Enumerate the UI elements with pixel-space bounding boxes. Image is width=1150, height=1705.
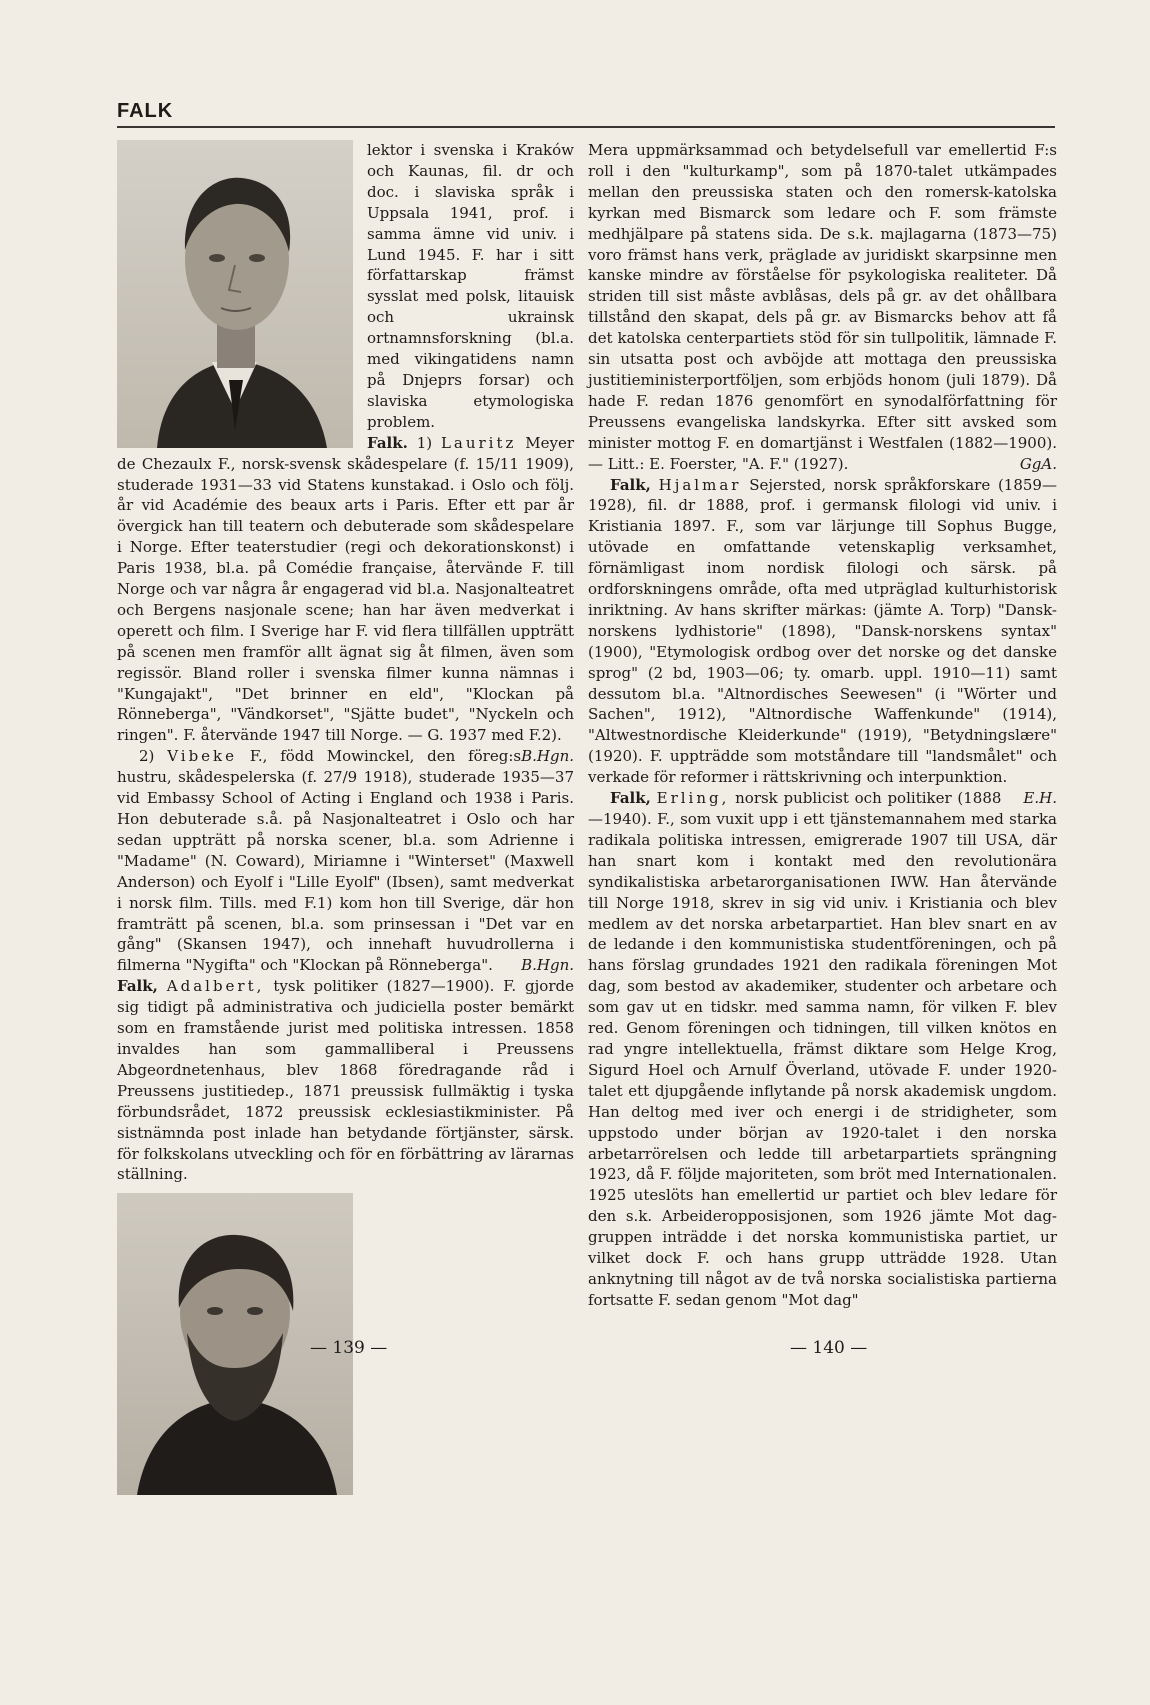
author-signature: GgA. — [1019, 454, 1057, 473]
entry-erling-falk — [588, 788, 1057, 1311]
left-paragraph-1: lektor i svenska i Kraków och Kaunas, fil. dr och doc. i slaviska språk i Uppsala 1941, prof. i samma ämne vid univ. i Lund 1945. F. har i sitt författarskap främst sysslat med polsk, litauisk och ukrainsk ortnamnsforskning (bl.a. med vikingatidens namn på Dnjeprs forsar) och slaviska etymologiska problem. — [367, 141, 574, 431]
portrait-icon — [117, 140, 353, 448]
page-header: FALK — [117, 100, 174, 122]
entry-name: Adalbert, — [166, 977, 265, 996]
entry-text: F., född Mowinckel, den föreg:s hustru, skådespelerska (f. 27/9 1918), studerade 1935—37 vid Embassy School of Acting i England och 1938 i Paris. Hon debuterade s.å. på Nasjonalteatret i Oslo och har sedan uppträtt på norska scener, bl.a. som Adrienne i "Madame" (N. Coward), Miriamne i "Winterset" (Maxwell Anderson) och Eyolf i "Lille Eyolf" (Ibsen), samt medverkat i norsk film. Tills. med F.1) kom hon till Sverige, där hon framträtt på scenen, bl.a. som prinsessan i "Det var en gång" (Skansen 1947), och innehaft huvudrollerna i filmerna "Nygifta" och "Klockan på Rönneberga". — [117, 747, 574, 975]
entry-number: 1) — [416, 433, 433, 452]
entry-text: Meyer de Chezaulx F., norsk-svensk skådespelare (f. 15/11 1909), studerade 1931—33 vid Statens kunstakad. i Oslo och följ. år vid Académie des beaux arts i Paris. Efter ett par år övergick han till teatern och debuterade som skådespelare i Norge. Efter teaterstudier (regi och dekorationskonst) i Paris 1938, bl.a. på Comédie française, återvände F. till Norge och var några år engagerad vid bl.a. Nasjonalteatret och Bergens nasjonale scene; han har även medverkat i operett och film. I Sverige har F. vid flera tillfällen uppträtt på scenen men framför allt ägnat sig åt filmen, även som regissör. Bland roller i svenska filmer kunna nämnas i "Kungajakt", "Det brinner en eld", "Klockan på Rönneberga", "Vändkorset", "Sjätte budet", "Nyckeln och ringen". F. återvände 1947 till Norge. — G. 1937 med F.2). — [117, 433, 574, 745]
left-column — [117, 140, 574, 1499]
entry-number: 2) — [139, 747, 155, 766]
entry-name: Hjalmar — [658, 475, 742, 494]
page-number-right: — 140 — — [790, 1338, 868, 1358]
page-number-left: — 139 — — [310, 1338, 388, 1358]
entry-text: Sejersted, norsk språkforskare (1859—1928), fil. dr 1888, prof. i germansk filologi vid univ. i Kristiania 1897. F., som var lärjunge till Sophus Bugge, utövade en omfattande vetenskaplig verksamhet, förnämligast inom nordisk filologi och särsk. på ordforskningens område, ofta med utpräglad kulturhistorisk inriktning. Av hans skrifter märkas: (jämte A. Torp) "Dansk-norskens lydhistorie" (1898), "Dansk-norskens syntax" (1900), "Etymologisk ordbog over det norske og det danske sprog" (2 bd, 1903—06; ty. omarb. uppl. 1910—11) samt dessutom bl.a. "Altnordisches Seewesen" (i "Wörter und Sachen", 1912), "Altnordische Waffenkunde" (1914), "Altwestnordische Kleiderkunde" (1919), "Betydningslære" (1920). F. uppträdde som motståndare till "landsmålet" och verkade för reformer i rättskrivning och interpunktion. — [588, 475, 1057, 787]
entry-head: Falk, — [610, 475, 651, 494]
entry-vibeke-falk — [117, 746, 574, 976]
entry-head: Falk. — [367, 433, 408, 452]
author-signature: E.H. — [1023, 789, 1057, 808]
entry-text: tysk politiker (1827—1900). F. gjorde sig tidigt på administrativa och judiciella poster bemärkt som en framstående jurist med politiska intressen. 1858 invaldes han som gammalliberal i Preussens Abgeordnetenhaus, blev 1868 föredragande råd i Preussens justitiedep., 1871 preussisk fullmäktig i tyska förbundsrådet, 1872 preussisk ecklesiastikminister. På sistnämnda post inlade han betydande förtjänster, särsk. för folkskolans utveckling och för en förbättring av lärarnas ställning. — [117, 977, 574, 1184]
entry-name: Vibeke — [167, 747, 238, 766]
entry-head: Falk, — [610, 789, 651, 808]
author-signature: B.Hgn. — [521, 956, 574, 975]
entry-head: Falk, — [117, 977, 158, 996]
right-paragraph-1 — [588, 140, 1057, 475]
header-rule — [117, 126, 1055, 128]
entry-adalbert-falk — [117, 976, 574, 1185]
portrait-photo-lauritz-falk — [117, 140, 353, 448]
paragraph-text: Mera uppmärksammad och betydelsefull var emellertid F:s roll i den "kulturkamp", som på 1870-talet utkämpades mellan den preussiska staten och den romersk-katolska kyrkan med Bismarck som ledare och F. som främste medhjälpare på statens sida. De s.k. majlagarna (1873—75) voro främst hans verk, präglade av juridiskt skarpsinne men kanske mindre av förståelse för psykologiska realiteter. Då striden till sist måste avblåsas, dels på gr. av det ohållbara tillstånd den skapat, dels på gr. av Bismarcks behov att få det katolska centerpartiets stöd för sin tullpolitik, lämnade F. sin utsatta post och avböjde att mottaga den preussiska justitieministerportföljen, som erbjöds honom (juli 1879). Då hade F. redan 1876 genomfört en synodalförfattning för Preussens evangeliska landskyrka. Efter sitt avsked som minister mottog F. en domartjänst i Westfalen (1882—1900). — Litt.: E. Foerster, "A. F." (1927). — [588, 141, 1057, 473]
right-column — [588, 140, 1057, 1311]
entry-name: Erling, — [656, 789, 730, 808]
entry-text: norsk publicist och politiker (1888—1940). F., som vuxit upp i ett tjänstemannahem med starka radikala politiska intressen, emigrerade 1907 till USA, där han snart kom i kontakt med den revolutionära syndikalistiska arbetarorganisationen IWW. Han återvände till Norge 1918, skrev in sig vid univ. i Kristiania och blev medlem av det norska arbetarpartiet. Han blev snart en av de ledande i den kommunistiska studentföreningen, och på hans förslag grundades 1921 den radikala föreningen Mot dag, som bestod av akademiker, studenter och arbetare och som gav ut en tidskr. med samma namn, för vilken F. blev red. Genom föreningen och tidningen, till vilken knötos en rad yngre intellektuella, främst diktare som Helge Krog, Sigurd Hoel och Arnulf Överland, utövade F. under 1920-talet ett djupgående inflytande på norsk akademisk ungdom. Han deltog med iver och energi i de stridigheter, som uppstodo under början av 1920-talet i den norska arbetarrörelsen och ledde till arbetarpartiets sprängning 1923, då F. följde majoriteten, som bröt med Internationalen. 1925 uteslöts han emellertid ur partiet och blev ledare för den s.k. Arbeideropposisjonen, som 1926 jämte Mot dag-gruppen inträdde i det norska kommunistiska partiet, ur vilket dock F. och hans grupp utträdde 1928. Utan anknytning till något av de två norska socialistiska partierna fortsatte F. sedan genom "Mot dag" — [588, 789, 1057, 1309]
entry-name: Lauritz — [440, 433, 517, 452]
author-signature: B.Hgn. — [521, 747, 574, 766]
